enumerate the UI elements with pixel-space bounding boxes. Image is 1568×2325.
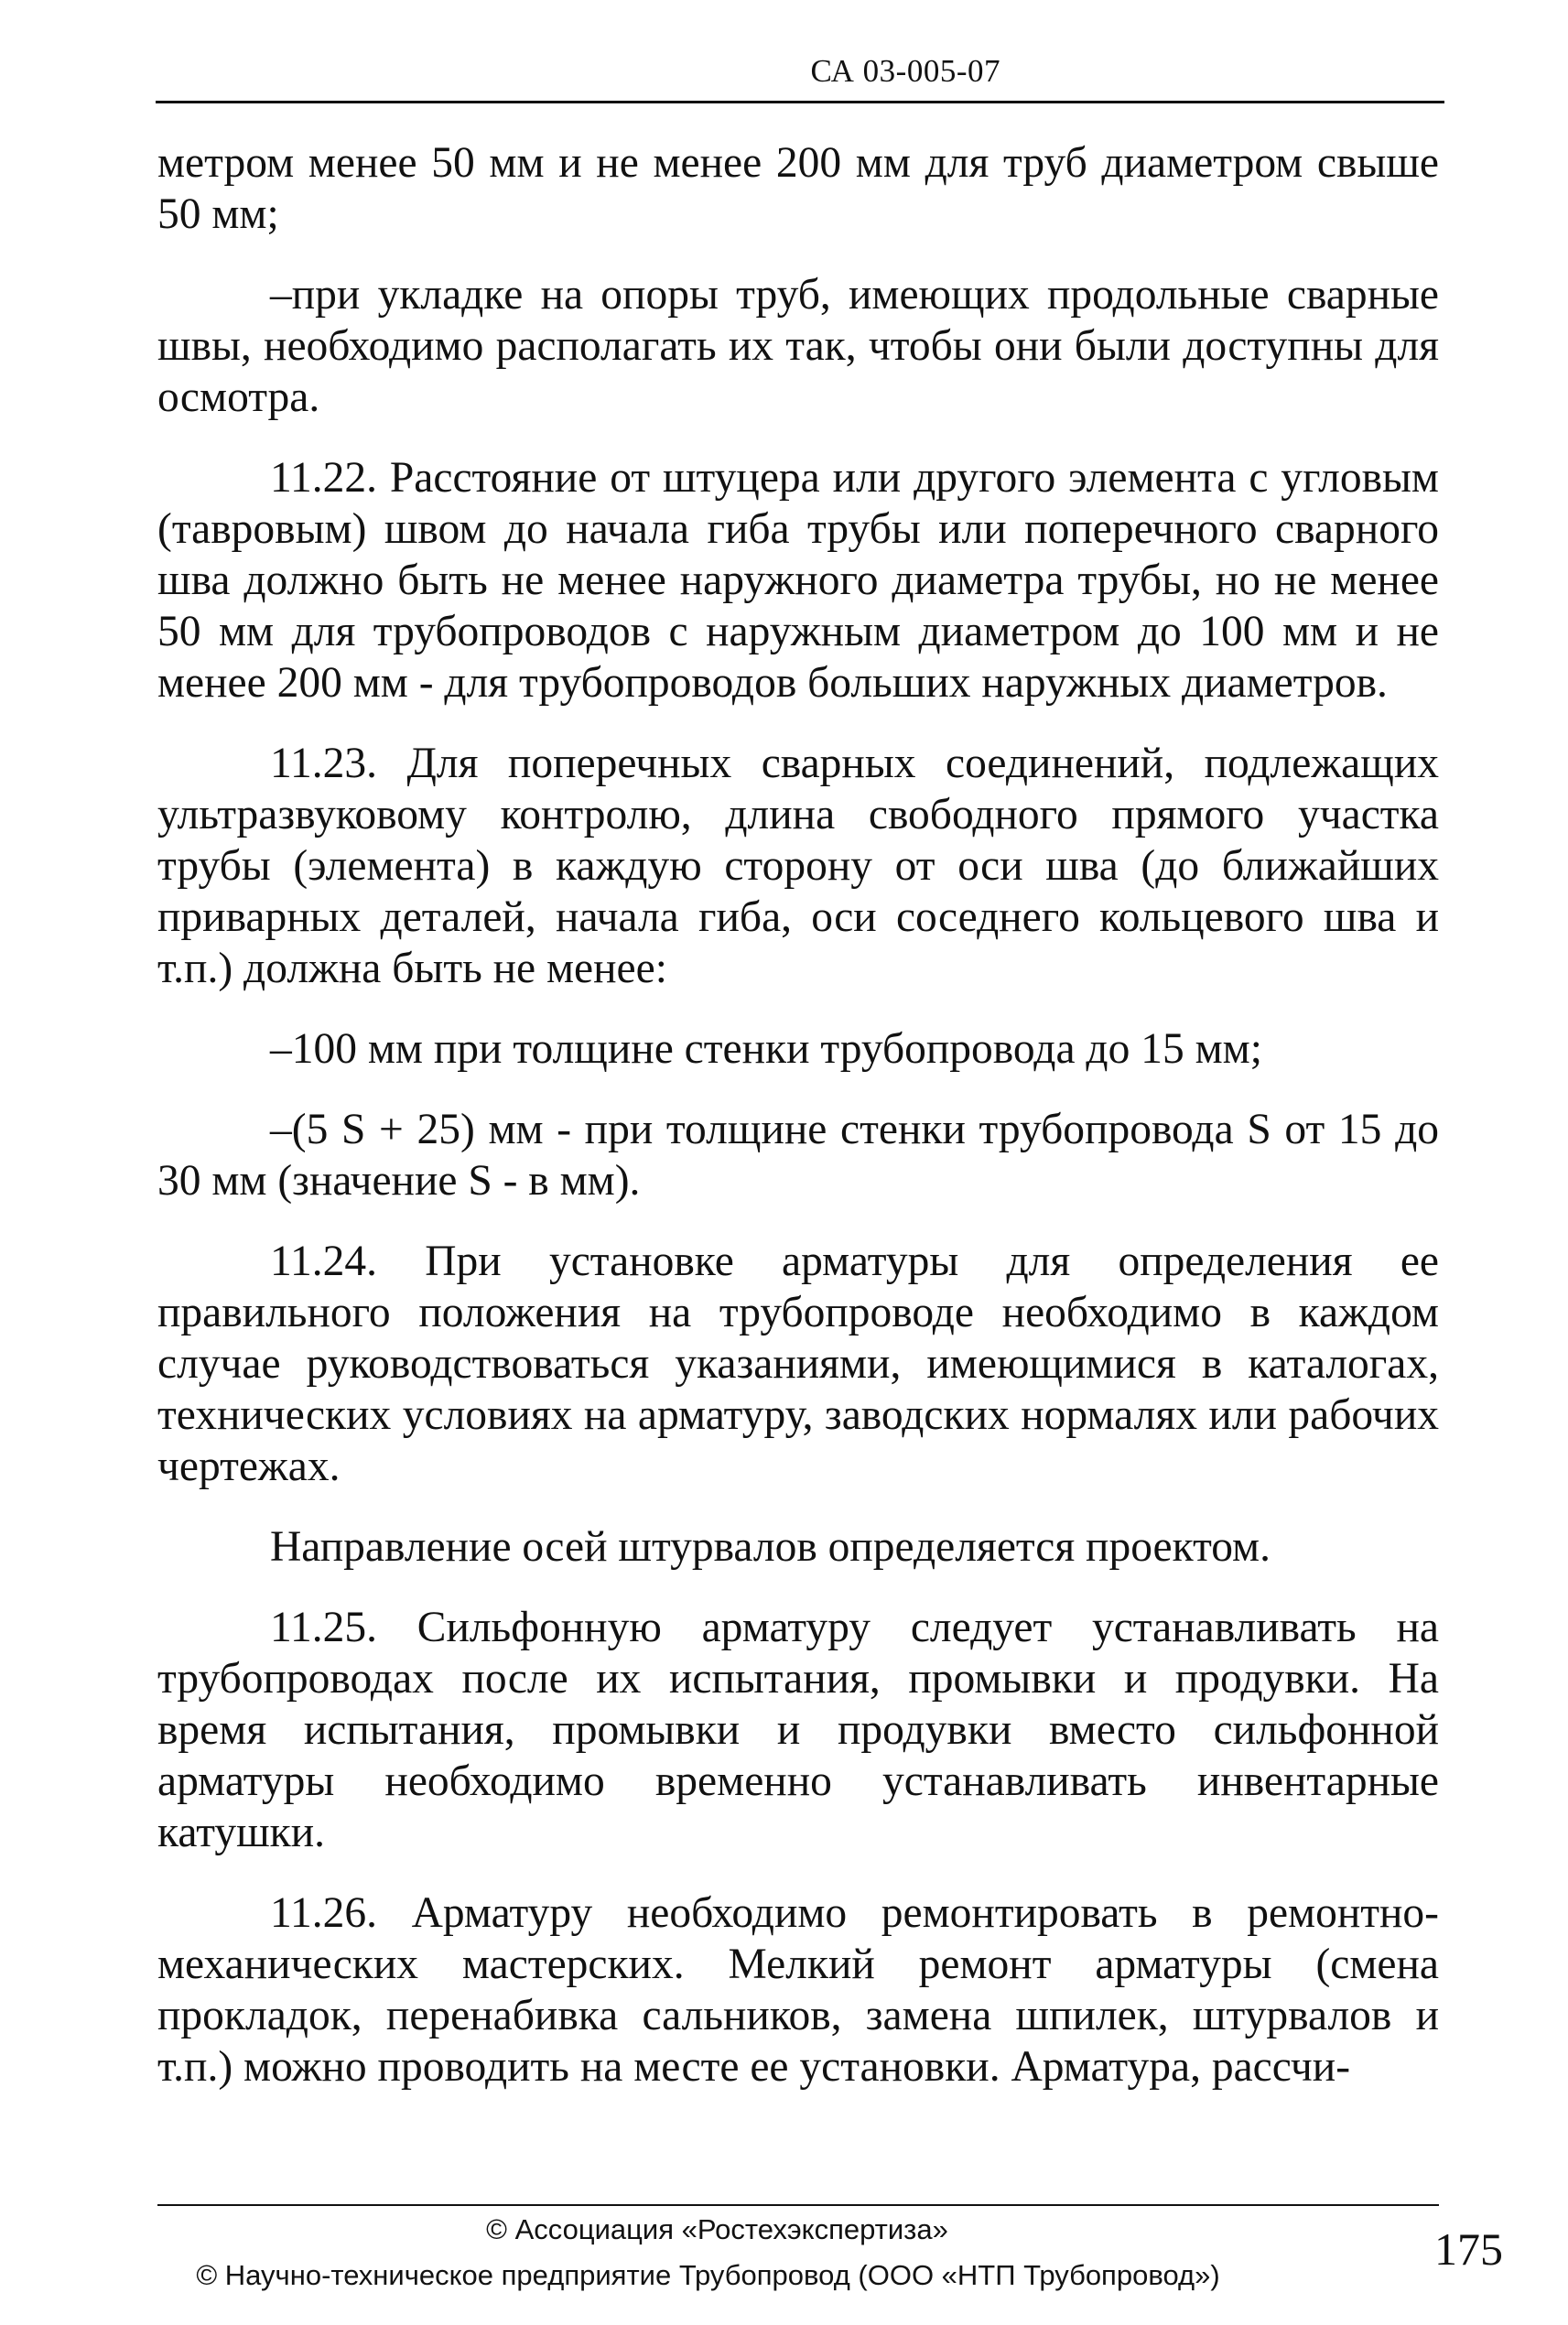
paragraph: –100 мм при толщине стенки трубопровода до 15 мм; (270, 1025, 1262, 1073)
page-header (156, 48, 1444, 103)
paragraph: –при укладке на опоры труб, имеющих продольные сварные швы, необходимо располагать их так, чтобы они были доступны для осмотра. (157, 271, 1439, 421)
paragraph: 11.22. Расстояние от штуцера или другого элемента с угловым (тавровым) швом до начала гиба трубы или поперечного сварного шва должно быть не менее наружного диаметра трубы, но не менее 50 мм для трубопроводов с наружным диаметром до 100 мм и не менее 200 мм - для трубопроводов больших наружных диаметров. (157, 454, 1439, 707)
paragraph: Направление осей штурвалов определяется проектом. (270, 1523, 1271, 1571)
page-number: 175 (1434, 2223, 1503, 2275)
paragraph: –(5 S + 25) мм - при толщине стенки трубопровода S от 15 до 30 мм (значение S - в мм). (157, 1106, 1439, 1205)
footer-copyright-1: © Ассоциация «Ростехэкспертиза» (486, 2213, 948, 2245)
footer-copyright-2: © Научно-техническое предприятие Трубопровод (ООО «НТП Трубопровод») (196, 2259, 1220, 2291)
paragraph: 11.25. Сильфонную арматуру следует устанавливать на трубопроводах после их испытания, промывки и продувки. На время испытания, промывки и продувки вместо сильфонной арматуры необходимо временно устанавливать инвентарные катушки. (157, 1604, 1439, 1856)
document-body (157, 137, 1439, 2122)
paragraph: 11.23. Для поперечных сварных соединений, подлежащих ультразвуковому контролю, длина свободного прямого участка трубы (элемента) в каждую сторону от оси шва (до ближайших приварных деталей, начала гиба, оси соседнего кольцевого шва и т.п.) должна быть не менее: (157, 740, 1439, 992)
paragraph: 11.26. Арматуру необходимо ремонтировать в ремонтно-механических мастерских. Мелкий ремонт арматуры (смена прокладок, перенабивка сальников, замена шпилек, штурвалов и т.п.) можно проводить на месте ее установки. Арматура, рассчи- (157, 1889, 1439, 2091)
document-code: СА 03-005-07 (810, 53, 1000, 89)
footer-divider (157, 2204, 1439, 2206)
paragraph: 11.24. При установке арматуры для определения ее правильного положения на трубопроводе необходимо в каждом случае руководствоваться указаниями, имеющимися в каталогах, технических условиях на арматуру, заводских нормалях или рабочих чертежах. (157, 1238, 1439, 1490)
paragraph: метром менее 50 мм и не менее 200 мм для труб диаметром свыше 50 мм; (157, 139, 1439, 238)
